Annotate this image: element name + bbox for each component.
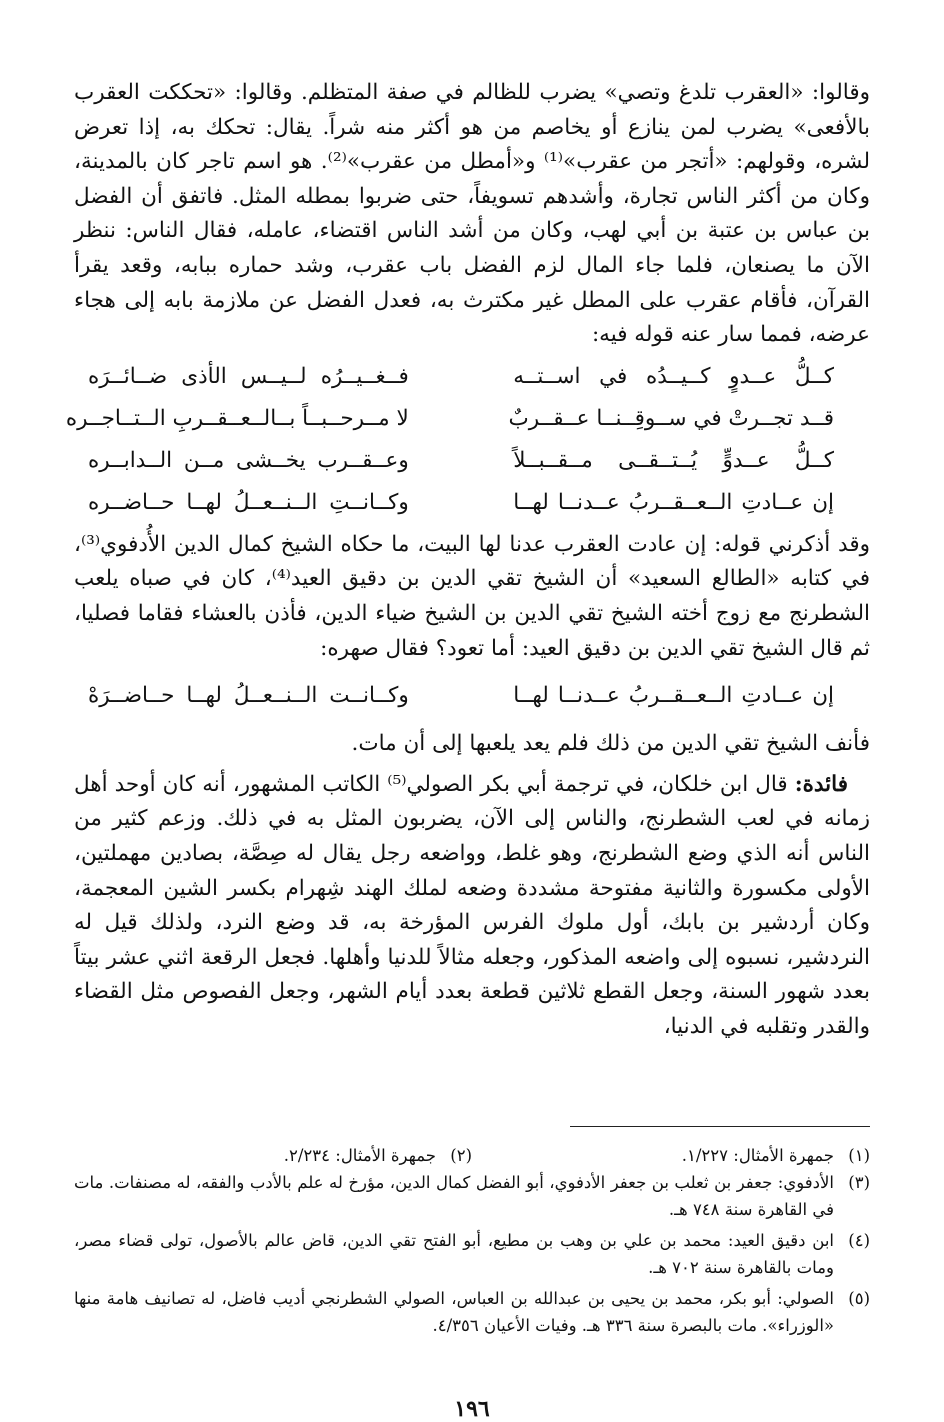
faida-text: قال ابن خلكان، في ترجمة أبي بكر الصولي⁽⁵⁾ الكاتب المشهور، أنه كان أوحد أهل زمانه في لعب الشطرنج، والناس إلى الآن، يضربون المثل به في ذلك. وزعم كثير من الناس أنه الذي وضع الشطرنج، وهو غلط، وواضعه رجل يقال له صِصَّة، بصادين مهملتين، الأولى مكسورة والثانية مفتوحة مشددة وضعه لملك الهند شِهرام بكسر الشين المعجمة، وكان أردشير بن بابك، أول ملوك الفرس المؤرخة به، قد وضع النرد، ولذلك قيل له النردشير، نسبوه إلى واضعه المذكور، وجعله مثالاً للدنيا وأهلها. فجعل الرقعة اثني عشر بيتاً بعدد شهور السنة، وجعل القطع ثلاثين قطعة بعدد أيام الشهر، وجعل الفصوص مثل القضاء والقدر وتقلبه في الدنيا، (74, 771, 870, 1039)
footnote-3 (74, 1169, 870, 1223)
footnote-text: الأدفوي: جعفر بن ثعلب بن جعفر الأدفوي، أبو الفضل كمال الدين، مؤرخ له علم بالأدب والفقه، له مصنفات. مات في القاهرة سنة ٧٤٨ هـ. (74, 1173, 834, 1219)
verse-line (88, 482, 834, 524)
footnote-2 (74, 1142, 472, 1169)
page-body (65, 76, 870, 1422)
footnotes (74, 1142, 870, 1343)
footnote-text: جمهرة الأمثال: ١/٢٢٧. (681, 1146, 834, 1165)
verse-line (88, 440, 834, 482)
footnote-row (74, 1142, 870, 1169)
verse-first-hemistich: إن عــادتِ الــعــقــربُ عــدنــا لهــا (513, 682, 834, 708)
footnote-text: الصولي: أبو بكر، محمد بن يحيى بن عبدالله بن العباس، الصولي الشطرنجي أديب فاضل، له تصانيف هامة منها «الوزراء». مات بالبصرة سنة ٣٣٦ هـ. وفيات الأعيان ٤/٣٥٦. (74, 1289, 834, 1335)
footnote-number: (٥) (848, 1289, 870, 1308)
footnote-1 (472, 1142, 870, 1169)
paragraph-reminder: وقد أذكرني قوله: إن عادت العقرب عدنا لها البيت، ما حكاه الشيخ كمال الدين الأُدفوي⁽³⁾، في كتابه «الطالع السعيد» أن الشيخ تقي الدين بن دقيق العيد⁽⁴⁾، كان في صباه يلعب الشطرنج مع زوج أخته الشيخ تقي الدين بن الشيخ ضياء الدين، فأذن بالعشاء فقاما فصليا، ثم قال الشيخ تقي الدين بن دقيق العيد: أما تعود؟ فقال صهره: (74, 531, 870, 661)
verse-first-hemistich: قــد تجــرتْ في ســوقِــنــا عــقــربٌ (508, 406, 834, 432)
footnote-divider (570, 1126, 870, 1127)
footnote-number: (٢) (450, 1146, 472, 1165)
verse-second-hemistich: فــغــيــرُه لــيــس الأذى ضــائــرَه (88, 364, 409, 390)
page-number: ١٩٦ (454, 1396, 490, 1422)
footnote-4 (74, 1227, 870, 1281)
poem-block-1 (65, 356, 870, 524)
verse-line (88, 669, 834, 721)
verse-first-hemistich: كــلُّ عــدوٍ كــيــدُه في اســتــه (513, 364, 834, 390)
verse-first-hemistich: كــلُّ عــدوٍّ يُــتــقــى مــقــبــلاً (513, 448, 834, 474)
verse-line (65, 398, 834, 440)
footnote-text: ابن دقيق العيد: محمد بن علي بن وهب بن مطيع، أبو الفتح تقي الدين، قاض عالم بالأصول، تولى قضاء مصر، ومات بالقاهرة سنة ٧٠٢ هـ. (74, 1231, 834, 1277)
paragraph-outcome: فأنف الشيخ تقي الدين من ذلك فلم يعد يلعبها إلى أن مات. (351, 731, 870, 757)
footnote-5 (74, 1285, 870, 1339)
verse-second-hemistich: وعــقــرب يخــشى مــن الــدابــره (88, 448, 409, 474)
footnote-text: جمهرة الأمثال: ٢/٢٣٤. (283, 1146, 436, 1165)
verse-second-hemistich: وكــانــتِ الــنــعــلُ لهــا حــاضــره (88, 490, 409, 516)
faida-label: فائدة: (794, 771, 848, 797)
footnote-number: (٣) (848, 1173, 870, 1192)
verse-line (88, 356, 834, 398)
paragraph-intro: وقالوا: «العقرب تلدغ وتصي» يضرب للظالم في صفة المتظلم. وقالوا: «تحككت العقرب بالأفعى» يضرب لمن ينازع أو يخاصم من هو أكثر منه شراً. يقال: تحكك به، إذا تعرض لشره، وقولهم: «أتجر من عقرب»⁽¹⁾ و«أمطل من عقرب»⁽²⁾. هو اسم تاجر كان بالمدينة، وكان من أكثر الناس تجارة، وأشدهم تسويفاً، حتى ضربوا بمطله المثل. فاتفق أن الفضل بن عباس بن عتبة بن أبي لهب، وكان من أشد الناس اقتضاء، عامله، فقال الناس: ننظر الآن ما يصنعان، فلما جاء المال لزم الفضل باب عقرب، وشد حماره ببابه، وقعد يقرأ القرآن، فأقام عقرب على المطل غير مكترث به، فعدل الفضل عن ملازمة بابه إلى هجاء عرضه، فمما سار عنه قوله فيه: (74, 80, 870, 348)
poem-block-2 (74, 669, 870, 721)
verse-second-hemistich: لا مــرحــبــاً بــالــعــقــربِ الــتــاجــره (65, 406, 409, 432)
footnote-number: (١) (848, 1146, 870, 1165)
paragraph-faida (74, 768, 870, 1045)
verse-first-hemistich: إن عــادتِ الــعــقــربُ عــدنــا لهــا (513, 490, 834, 516)
verse-second-hemistich: وكــانــت الــنــعــلُ لهــا حــاضــرَهْ (88, 682, 409, 708)
footnote-number: (٤) (848, 1231, 870, 1250)
